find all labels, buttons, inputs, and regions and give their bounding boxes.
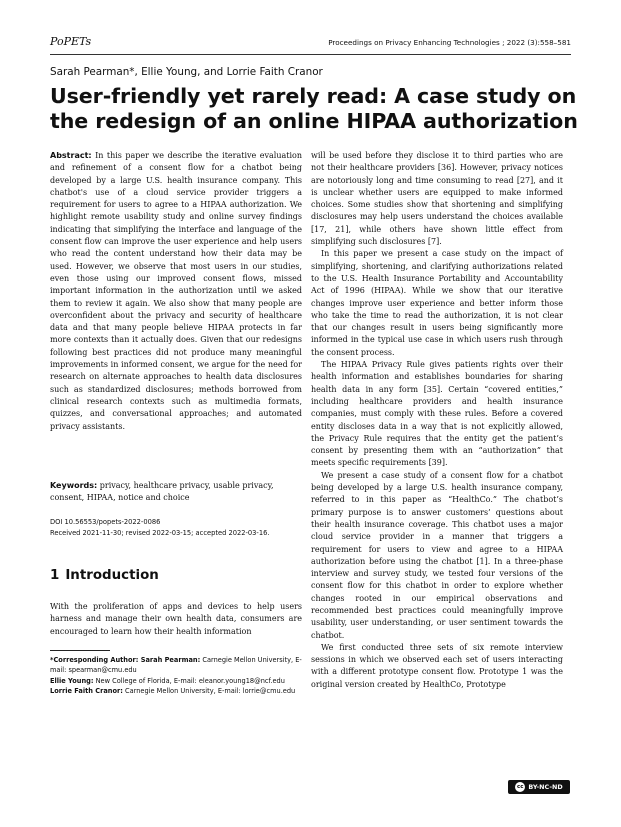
footnote-item: *Corresponding Author: Sarah Pearman: Carnegie Mellon University, E-mail: spearman@cmu.edu	[50, 656, 302, 675]
section-number: 1	[50, 568, 60, 583]
abstract-block	[50, 150, 302, 433]
keywords-block	[50, 480, 302, 505]
body-paragraph: The HIPAA Privacy Rule gives patients rights over their health information and establishes boundaries for sharing health data in any form [35]. Certain “covered entities,” including healthcare providers and health insurance companies, must comply with these rules. Before a covered entity discloses data in a way that is not explicitly allowed, the Privacy Rule requires that the entity get the patient’s consent by presenting them with an “authorization” that meets specific requirements [39].	[311, 360, 563, 468]
abstract-text: In this paper we describe the iterative evaluation and refinement of a consent flow for a chatbot being developed by a large U.S. health insurance company. This chatbot's use of a cloud service provider triggers a requirement for users to agree to a HIPAA authorization. We highlight remote usability study and online survey findings indicating that simplifying the interface and language of the consent flow can improve the user experience and help users who read the content understand how their data may be used. However, we observe that most users in our studies, even those using our improved consent flows, missed important information in the authorization until we asked them to review it again. We also show that many people are overconfident about the privacy and security of healthcare data and that many people believe HIPAA protects in far more contexts than it actually does. Given that our redesigns following best practices did not produce many meaningful improvements in informed consent, we argue for the need for research on alternate approaches to health data disclosures such as standardized disclosures; methods borrowed from clinical research contexts such as multimedia formats, quizzes, and conversational approaches; and automated privacy assistants.	[50, 151, 302, 431]
keywords-text: privacy, healthcare privacy, usable privacy, consent, HIPAA, notice and choice	[50, 481, 274, 503]
doi: DOI 10.56553/popets-2022-0086	[50, 518, 161, 526]
section-title: Introduction	[65, 568, 159, 583]
footnote-rule	[50, 650, 110, 651]
abstract-label: Abstract:	[50, 151, 92, 160]
footnote-item: Ellie Young: New College of Florida, E-mail: eleanor.young18@ncf.edu	[50, 676, 285, 685]
received-dates: Received 2021-11-30; revised 2022-03-15; accepted 2022-03-16.	[50, 529, 270, 537]
cc-icon: cc	[517, 784, 524, 790]
footnote-item: Lorrie Faith Cranor: Carnegie Mellon University, E-mail: lorrie@cmu.edu	[50, 687, 296, 696]
paper-title	[50, 84, 590, 134]
header-rule	[50, 54, 571, 55]
title-line-1: User-friendly yet rarely read: A case study on	[50, 84, 577, 108]
intro-paragraph: With the proliferation of apps and devices to help users harness and manage their own health data, consumers are encouraged to learn how their health information	[50, 602, 302, 636]
proceedings-line: Proceedings on Privacy Enhancing Technologies ; 2022 (3):558–581	[328, 38, 571, 47]
footnotes	[50, 655, 302, 697]
author-list: Sarah Pearman*, Ellie Young, and Lorrie Faith Cranor	[50, 66, 323, 78]
right-column	[311, 150, 563, 691]
keywords-label: Keywords:	[50, 481, 98, 490]
license-label: BY-NC-ND	[528, 783, 563, 791]
cc-license-badge	[508, 780, 570, 794]
publication-meta	[50, 517, 269, 539]
body-paragraph: In this paper we present a case study on the impact of simplifying, shortening, and clarifying authorizations related to the U.S. Health Insurance Portability and Accountability Act of 1996 (HIPAA). While we show that our iterative changes improve user experience and better inform those who take the time to read the authorization, it is not clear that our changes result in users being significantly more informed in the typical use case in which users rush through the consent process.	[311, 249, 563, 357]
body-paragraph: We first conducted three sets of six remote interview sessions in which we observed each set of users interacting with a different prototype consent flow. Prototype 1 was the original version created by HealthCo, Prototype	[311, 642, 563, 689]
body-paragraph: We present a case study of a consent flow for a chatbot being developed by a large U.S. health insurance company, referred to in this paper as “HealthCo.” The chatbot’s primary purpose is to answer customers’ questions about their health insurance coverage. This chatbot uses a major cloud service provider in a manner that triggers a requirement for users to view and agree to a HIPAA authorization before using the chatbot [1]. In a three-phase interview and survey study, we tested four versions of the consent flow for this chatbot in order to explore whether changes rooted in our empirical observations and recommended best practices could meaningfully improve usability, user understanding, or user sentiment towards the chatbot.	[311, 470, 563, 640]
title-line-2: the redesign of an online HIPAA authorization	[50, 109, 578, 133]
journal-name: PoPETs	[50, 35, 92, 48]
section-heading-introduction	[50, 568, 159, 583]
body-paragraph: will be used before they disclose it to third parties who are not their healthcare providers [36]. However, privacy notices are notoriously long and time consuming to read [27], and it is unclear whether users are equipped to make informed choices. Some studies show that shortening and simplifying disclosures may help users understand the choices available [17, 21], while others have shown little effect from simplifying such disclosures [7].	[311, 151, 563, 247]
